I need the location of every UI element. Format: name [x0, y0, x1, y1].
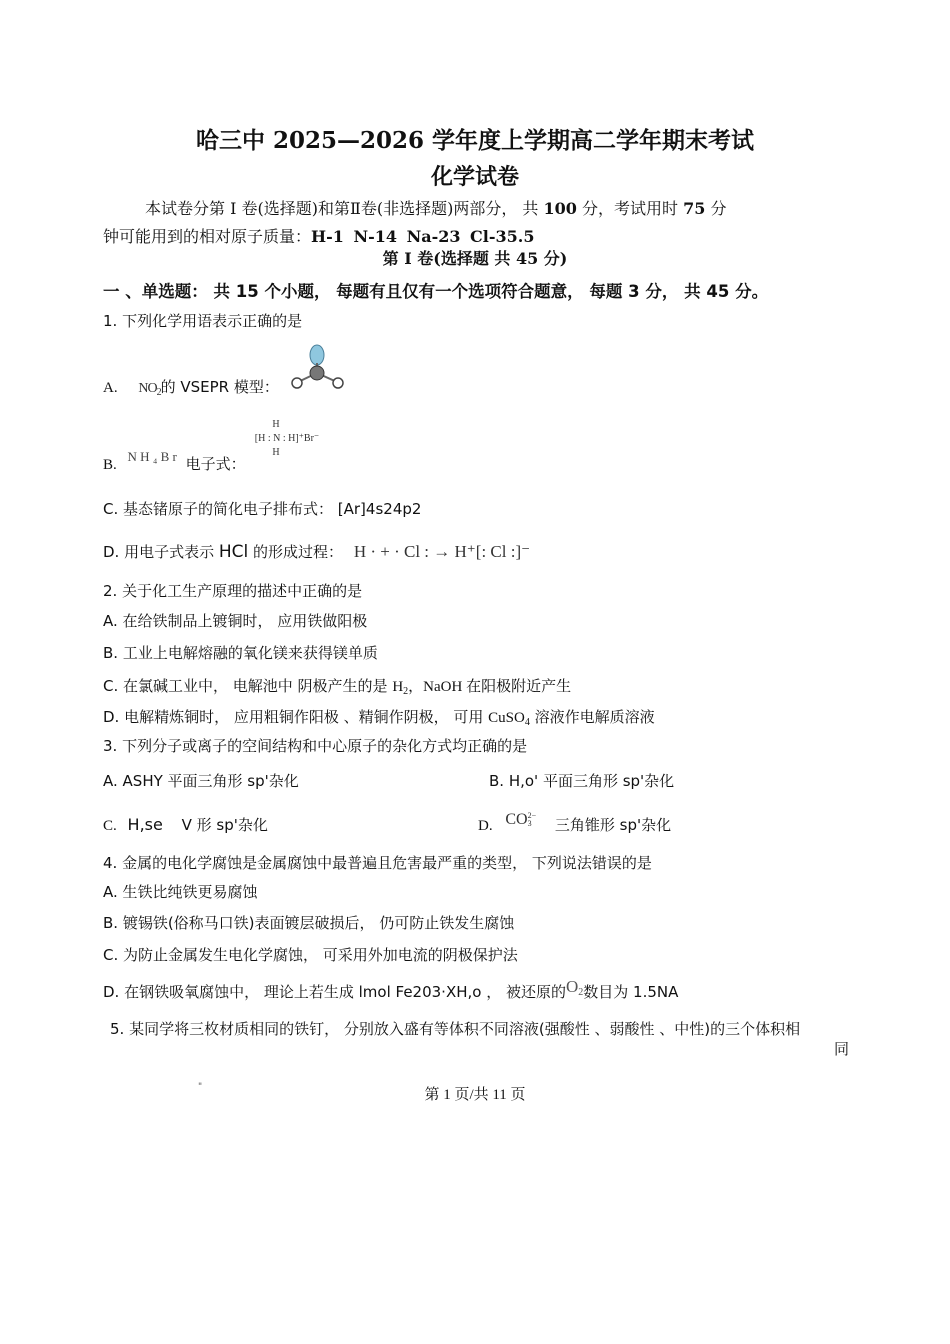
part-heading: 一 、单选题： 共 15 个小题， 每题有且仅有一个选项符合题意， 每题 3 分， 共 45 分。 — [103, 282, 769, 301]
exam-subtitle: 化学试卷 — [430, 164, 519, 190]
formula-sub: 2 — [156, 387, 161, 398]
q1-option-c[interactable]: C. 基态锗原子的简化电子排布式： [Ar]4s24p2 — [103, 500, 422, 518]
h2se-formula: H,se — [127, 815, 163, 834]
formula-sub: 2 — [403, 686, 409, 697]
lewis-top: H — [272, 419, 280, 430]
intro-text: 钟可能用到的相对原子质量： — [103, 227, 312, 246]
q2-option-b[interactable]: B. 工业上电解熔融的氧化镁来获得镁单质 — [103, 644, 378, 662]
intro-text: 本试卷分第 Ⅰ 卷(选择题)和第Ⅱ卷(非选择题)两部分， 共 — [145, 199, 544, 218]
h2-formula — [392, 679, 408, 695]
option-text: V 形 sp'杂化 — [181, 816, 268, 834]
q4-option-d[interactable] — [103, 977, 679, 1003]
intro-line-1 — [145, 196, 726, 219]
q1-option-b[interactable] — [103, 449, 246, 474]
total-score: 100 — [543, 199, 577, 218]
page-number: 第 1 页/共 11 页 — [424, 1087, 526, 1103]
option-label: A. — [103, 380, 118, 396]
intro-text: 分 — [705, 199, 727, 218]
q2-option-d[interactable] — [103, 706, 655, 728]
formula-sub: 2 — [578, 987, 584, 998]
vsepr-model-icon — [288, 343, 346, 393]
section-title: 第 Ⅰ 卷(选择题 共 45 分) — [382, 249, 568, 268]
cuso4-formula — [488, 710, 530, 726]
option-text: 的形成过程： — [248, 543, 344, 561]
q4-option-b[interactable]: B. 镀锡铁(俗称马口铁)表面镀层破损后， 仍可防止铁发生腐蚀 — [103, 914, 515, 932]
formula-text: O — [566, 977, 579, 996]
option-text: 三角锥形 sp'杂化 — [554, 816, 672, 834]
option-text: 电子式： — [185, 455, 246, 473]
option-text: C. 在氯碱工业中， 电解池中 阴极产生的是 — [103, 677, 393, 695]
exam-time: 75 — [683, 199, 706, 218]
intro-text: 分，考试用时 — [576, 199, 684, 218]
q3-option-c[interactable] — [103, 814, 268, 835]
question-3-stem: 3. 下列分子或离子的空间结构和中心原子的杂化方式均正确的是 — [103, 737, 528, 755]
formula-sub: 3 — [527, 819, 532, 829]
option-label: B. — [103, 457, 117, 473]
formula-text: H — [392, 679, 404, 695]
nh4br-lewis-structure — [247, 418, 327, 460]
formula-text: NO — [138, 381, 157, 396]
q3-option-b[interactable]: B. H,o' 平面三角形 sp'杂化 — [489, 772, 675, 790]
option-text: 溶液作电解质溶液 — [529, 708, 655, 726]
option-text: 的 VSEPR 模型： — [160, 378, 279, 396]
hcl-formation-formula: H · + · Cl : → H⁺[: Cl :]⁻ — [353, 542, 531, 561]
hcl-formula: HCl — [218, 542, 249, 562]
q2-option-a[interactable]: A. 在给铁制品上镀铜时， 应用铁做阳极 — [103, 612, 368, 630]
q1-option-d[interactable] — [103, 541, 530, 562]
formula-sub: 4 — [524, 717, 530, 728]
option-text: D. 用电子式表示 — [103, 543, 219, 561]
q3-option-d[interactable] — [478, 811, 672, 835]
question-1-stem: 1. 下列化学用语表示正确的是 — [103, 312, 303, 330]
question-4-stem: 4. 金属的电化学腐蚀是金属腐蚀中最普遍且危害最严重的类型， 下列说法错误的是 — [103, 854, 652, 872]
formula-sup: 2− — [527, 811, 537, 821]
q2-option-c[interactable] — [103, 675, 571, 697]
question-2-stem: 2. 关于化工生产原理的描述中正确的是 — [103, 582, 363, 600]
formula-text: CuSO — [488, 710, 525, 726]
option-text: 数目为 1.5NA — [583, 983, 679, 1001]
option-label: C. — [103, 818, 117, 834]
intro-line-2 — [103, 224, 534, 247]
no2-formula — [138, 381, 160, 396]
option-text: ，NaOH 在阳极附近产生 — [408, 679, 572, 695]
co3-formula — [505, 811, 536, 828]
option-text: D. 在钢铁吸氧腐蚀中， 理论上若生成 lmol Fe203·XH,o ， 被还原的 — [103, 983, 566, 1001]
q3-option-a[interactable]: A. ASHY 平面三角形 sp'杂化 — [103, 772, 299, 790]
q4-option-c[interactable]: C. 为防止金属发生电化学腐蚀， 可采用外加电流的阴极保护法 — [103, 946, 518, 964]
option-text: D. 电解精炼铜时， 应用粗铜作阳极 、精铜作阴极， 可用 — [103, 708, 489, 726]
lewis-bottom: H — [272, 447, 280, 458]
option-label: D. — [478, 818, 493, 834]
atomic-masses: H-1 N-14 Na-23 Cl-35.5 — [311, 227, 535, 246]
o2-formula — [566, 977, 584, 998]
q1-option-a[interactable] — [103, 376, 279, 398]
question-5-stem: 5. 某同学将三枚材质相同的铁钉， 分别放入盛有等体积不同溶液(强酸性 、弱酸性 、中性)的三个体积相 — [110, 1020, 801, 1038]
lewis-mid: [H : N : H]⁺Br⁻ — [254, 433, 320, 444]
nh4br-formula: N H ₄ B r — [127, 449, 177, 464]
scan-mark: " — [198, 1082, 203, 1092]
q4-option-a[interactable]: A. 生铁比纯铁更易腐蚀 — [103, 883, 258, 901]
exam-title: 哈三中 2025—2026 学年度上学期高二学年期末考试 — [195, 127, 755, 154]
question-5-stem-cont: 同 — [834, 1040, 850, 1058]
formula-text: CO — [505, 811, 528, 828]
